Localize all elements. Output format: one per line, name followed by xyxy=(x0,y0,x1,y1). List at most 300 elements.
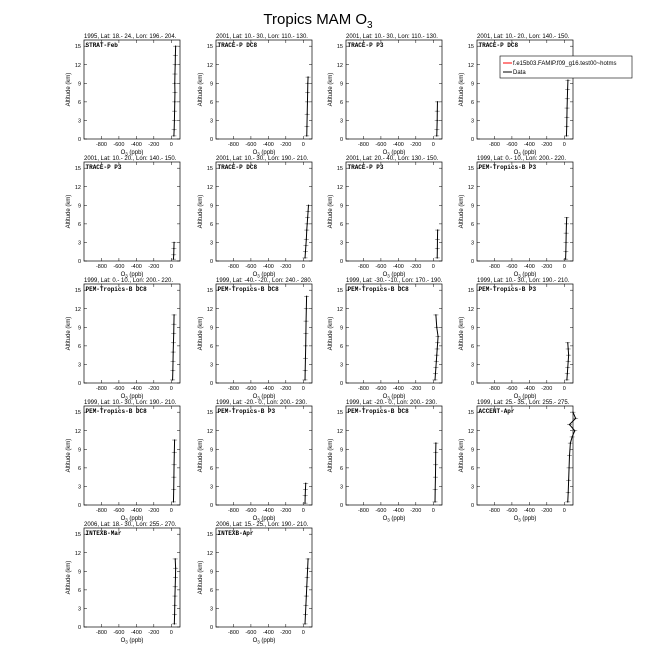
data-point xyxy=(304,379,305,380)
y-axis-label: Altitude (km) xyxy=(198,316,204,351)
x-tick-label: 0 xyxy=(562,386,566,392)
data-point xyxy=(174,595,175,596)
x-tick-label: -800 xyxy=(488,264,500,270)
x-tick-label: -600 xyxy=(245,264,257,270)
y-tick-label: 3 xyxy=(209,362,213,369)
x-tick-label: -200 xyxy=(410,264,422,270)
y-tick-label: 12 xyxy=(467,306,474,313)
x-tick-label: -600 xyxy=(375,508,387,514)
y-tick-label: 15 xyxy=(206,532,213,539)
data-point xyxy=(173,476,174,477)
data-point xyxy=(307,558,308,559)
data-point xyxy=(304,623,305,624)
data-point xyxy=(435,476,436,477)
x-tick-label: -600 xyxy=(506,142,518,148)
data-point xyxy=(306,126,307,127)
y-axis-label: Altitude (km) xyxy=(66,560,72,595)
data-point xyxy=(306,595,307,596)
data-point xyxy=(436,361,437,362)
data-point xyxy=(307,92,308,93)
data-point xyxy=(567,89,568,90)
data-point xyxy=(437,257,438,258)
legend xyxy=(500,56,632,78)
y-tick-label: 6 xyxy=(77,465,81,472)
data-point xyxy=(305,245,306,246)
campaign-label: ACCENT-Apr xyxy=(478,408,515,415)
data-point xyxy=(436,354,437,355)
x-tick-label: 0 xyxy=(169,142,173,148)
y-tick-label: 12 xyxy=(206,306,213,313)
panel-title: 2006, Lat: 18.- 30., Lon: 255.- 270. xyxy=(84,522,177,528)
y-tick-label: 0 xyxy=(209,259,213,265)
y-tick-label: 12 xyxy=(206,550,213,557)
y-axis-label: Altitude (km) xyxy=(459,316,465,351)
campaign-label: TRACE-P DC8 xyxy=(217,164,258,171)
data-point xyxy=(566,126,567,127)
panel-title: 1999, Lat: 10.- 30., Lon: 190.- 210. xyxy=(84,400,177,406)
data-point xyxy=(437,110,438,111)
y-tick-label: 12 xyxy=(206,428,213,435)
y-tick-label: 15 xyxy=(206,166,213,173)
y-tick-label: 3 xyxy=(470,484,474,491)
y-tick-label: 9 xyxy=(77,325,81,332)
campaign-label: TRACE-P DC8 xyxy=(478,42,519,49)
y-axis-label: Altitude (km) xyxy=(66,194,72,229)
data-point xyxy=(304,502,305,503)
x-tick-label: -400 xyxy=(130,386,142,392)
y-axis-label: Altitude (km) xyxy=(66,316,72,351)
y-axis-label: Altitude (km) xyxy=(198,438,204,473)
x-tick-label: 0 xyxy=(169,386,173,392)
panel-title: 1995, Lat: 18.- 24., Lon: 196.- 204. xyxy=(84,34,177,40)
x-tick-label: -600 xyxy=(245,508,257,514)
data-point xyxy=(306,229,307,230)
data-point xyxy=(571,436,572,437)
x-tick-label: -600 xyxy=(245,142,257,148)
x-tick-label: -400 xyxy=(262,630,274,636)
y-axis-label: Altitude (km) xyxy=(459,194,465,229)
x-tick-label: -800 xyxy=(488,142,500,148)
x-tick-label: -400 xyxy=(130,264,142,270)
data-point xyxy=(566,217,567,218)
panel-title: 1999, Lat: -30.- -10., Lon: 170.- 190. xyxy=(346,278,443,284)
y-tick-label: 3 xyxy=(339,118,343,125)
data-point xyxy=(566,135,567,136)
x-tick-label: -400 xyxy=(130,630,142,636)
y-axis-label: Altitude (km) xyxy=(459,438,465,473)
x-tick-label: 0 xyxy=(169,264,173,270)
campaign-label: TRACE-P P3 xyxy=(85,164,122,171)
y-tick-label: 12 xyxy=(467,428,474,435)
x-tick-label: 0 xyxy=(431,386,435,392)
panel-16 xyxy=(459,400,578,523)
data-point xyxy=(173,248,174,249)
data-point xyxy=(305,358,306,359)
data-point xyxy=(175,55,176,56)
data-point xyxy=(307,577,308,578)
y-tick-label: 15 xyxy=(467,288,474,295)
data-point xyxy=(175,577,176,578)
x-tick-label: -200 xyxy=(280,508,292,514)
data-point xyxy=(305,614,306,615)
x-tick-label: 0 xyxy=(431,142,435,148)
y-tick-label: 15 xyxy=(74,288,81,295)
x-tick-label: 0 xyxy=(301,142,305,148)
x-tick-label: -400 xyxy=(392,264,404,270)
x-tick-label: -800 xyxy=(95,508,107,514)
plot-frame xyxy=(216,162,312,261)
x-tick-label: -200 xyxy=(280,264,292,270)
data-point xyxy=(305,333,306,334)
data-point xyxy=(173,254,174,255)
data-point xyxy=(568,348,569,349)
y-tick-label: 3 xyxy=(339,484,343,491)
y-tick-label: 12 xyxy=(74,184,81,191)
campaign-label: PEM-Tropics-B P3 xyxy=(478,164,537,171)
y-tick-label: 9 xyxy=(209,203,213,210)
data-point xyxy=(566,223,567,224)
x-tick-label: -800 xyxy=(227,508,239,514)
x-tick-label: -800 xyxy=(95,264,107,270)
x-tick-label: -800 xyxy=(357,386,369,392)
data-point xyxy=(175,64,176,65)
plot-frame xyxy=(216,40,312,139)
data-point xyxy=(569,455,570,456)
y-tick-label: 15 xyxy=(206,288,213,295)
data-point xyxy=(306,308,307,309)
data-point xyxy=(568,467,569,468)
data-point xyxy=(306,586,307,587)
main-title-text: Tropics MAM O xyxy=(263,11,368,28)
data-point xyxy=(174,83,175,84)
y-tick-label: 15 xyxy=(206,44,213,51)
data-point xyxy=(305,605,306,606)
campaign-label: INTEXB-Mar xyxy=(85,530,122,537)
y-tick-label: 6 xyxy=(77,99,81,106)
panel-9 xyxy=(66,278,180,401)
data-point xyxy=(572,411,573,412)
y-tick-label: 0 xyxy=(339,259,343,265)
x-tick-label: -400 xyxy=(262,264,274,270)
x-tick-label: -200 xyxy=(148,508,160,514)
plot-frame xyxy=(346,162,442,261)
y-tick-label: 15 xyxy=(74,44,81,51)
data-point xyxy=(172,361,173,362)
y-tick-label: 6 xyxy=(470,221,474,228)
x-tick-label: 0 xyxy=(301,508,305,514)
x-tick-label: -400 xyxy=(523,386,535,392)
x-tick-label: -600 xyxy=(375,386,387,392)
panel-14 xyxy=(198,400,312,523)
x-tick-label: -400 xyxy=(523,264,535,270)
y-tick-label: 0 xyxy=(470,381,474,387)
y-tick-label: 9 xyxy=(339,81,343,88)
y-tick-label: 12 xyxy=(74,550,81,557)
panel-13 xyxy=(66,400,180,523)
data-point xyxy=(305,483,306,484)
data-point xyxy=(434,489,435,490)
x-tick-label: 0 xyxy=(301,386,305,392)
campaign-label: PEM-Tropics-B DC8 xyxy=(85,408,147,415)
x-tick-label: -800 xyxy=(227,142,239,148)
data-point xyxy=(174,92,175,93)
data-point xyxy=(174,120,175,121)
y-tick-label: 9 xyxy=(470,81,474,88)
data-point xyxy=(172,351,173,352)
y-tick-label: 6 xyxy=(209,587,213,594)
y-tick-label: 0 xyxy=(470,259,474,265)
plot-frame xyxy=(477,162,573,261)
data-profile-line xyxy=(174,46,176,136)
x-tick-label: -800 xyxy=(95,630,107,636)
x-axis-label: $O_3$ (ppb) xyxy=(120,150,144,157)
campaign-label: TRACE-P P3 xyxy=(347,42,384,49)
x-tick-label: -800 xyxy=(227,386,239,392)
y-tick-label: 0 xyxy=(77,503,81,509)
main-title xyxy=(263,11,373,31)
data-point xyxy=(174,605,175,606)
panel-8 xyxy=(459,156,573,279)
campaign-label: PEM-Tropics-B DC8 xyxy=(85,286,147,293)
data-point xyxy=(435,452,436,453)
data-point xyxy=(568,354,569,355)
data-point xyxy=(307,83,308,84)
data-point xyxy=(305,251,306,252)
x-tick-label: -200 xyxy=(410,508,422,514)
y-tick-label: 9 xyxy=(209,81,213,88)
y-tick-label: 3 xyxy=(77,484,81,491)
data-point xyxy=(174,452,175,453)
y-tick-label: 6 xyxy=(77,343,81,350)
data-point xyxy=(307,114,308,115)
x-axis-label: $O_3$ (ppb) xyxy=(120,638,144,645)
y-tick-label: 6 xyxy=(470,465,474,472)
panel-title: 2001, Lat: 10.- 30., Lon: 190.- 210. xyxy=(216,156,309,162)
x-tick-label: -800 xyxy=(488,508,500,514)
x-axis-label: $O_3$ (ppb) xyxy=(382,394,406,401)
y-tick-label: 9 xyxy=(77,203,81,210)
data-profile-line xyxy=(173,440,174,502)
y-tick-label: 9 xyxy=(209,447,213,454)
y-tick-label: 12 xyxy=(336,306,343,313)
y-tick-label: 6 xyxy=(77,587,81,594)
campaign-label: INTEXB-Apr xyxy=(217,530,254,537)
data-point xyxy=(174,101,175,102)
data-point xyxy=(307,76,308,77)
x-tick-label: -800 xyxy=(357,264,369,270)
y-tick-label: 6 xyxy=(339,343,343,350)
data-point xyxy=(173,333,174,334)
y-tick-label: 3 xyxy=(77,118,81,125)
panel-2 xyxy=(198,34,312,157)
x-axis-label: $O_3$ (ppb) xyxy=(513,150,537,157)
plot-frame xyxy=(84,284,180,383)
x-tick-label: -800 xyxy=(357,142,369,148)
y-tick-label: 6 xyxy=(209,99,213,106)
y-tick-label: 3 xyxy=(209,240,213,247)
data-profile-line xyxy=(437,102,438,136)
x-tick-label: 0 xyxy=(301,264,305,270)
y-tick-label: 0 xyxy=(209,381,213,387)
data-point xyxy=(174,614,175,615)
y-tick-label: 3 xyxy=(470,118,474,125)
data-point xyxy=(305,489,306,490)
data-point xyxy=(306,135,307,136)
panel-6 xyxy=(198,156,312,279)
x-tick-label: -200 xyxy=(148,142,160,148)
data-point xyxy=(436,135,437,136)
x-tick-label: -600 xyxy=(113,508,125,514)
data-point xyxy=(175,568,176,569)
x-axis-label: $O_3$ (ppb) xyxy=(120,394,144,401)
plot-frame xyxy=(477,40,573,139)
data-point xyxy=(566,379,567,380)
panel-title: 1999, Lat: 25.- 35., Lon: 255.- 275. xyxy=(477,400,570,406)
x-axis-label: $O_3$ (ppb) xyxy=(252,150,276,157)
x-tick-label: -600 xyxy=(506,508,518,514)
data-point xyxy=(567,80,568,81)
y-tick-label: 15 xyxy=(336,44,343,51)
y-tick-label: 12 xyxy=(467,62,474,69)
y-axis-label: Altitude (km) xyxy=(328,72,334,107)
x-tick-label: 0 xyxy=(169,630,173,636)
y-tick-label: 0 xyxy=(209,137,213,143)
x-tick-label: 0 xyxy=(562,264,566,270)
panel-18 xyxy=(198,522,312,645)
x-tick-label: -600 xyxy=(245,630,257,636)
x-tick-label: -400 xyxy=(392,508,404,514)
x-tick-label: -800 xyxy=(95,142,107,148)
data-point xyxy=(172,370,173,371)
data-point xyxy=(436,327,437,328)
y-tick-label: 9 xyxy=(77,81,81,88)
y-tick-label: 0 xyxy=(77,259,81,265)
x-tick-label: -200 xyxy=(280,630,292,636)
data-point xyxy=(174,110,175,111)
data-point xyxy=(175,558,176,559)
y-axis-label: Altitude (km) xyxy=(66,72,72,107)
y-tick-label: 3 xyxy=(77,606,81,613)
y-tick-label: 9 xyxy=(209,569,213,576)
data-point xyxy=(304,495,305,496)
panel-title: 2001, Lat: 20.- 40., Lon: 130.- 150. xyxy=(346,156,439,162)
y-tick-label: 15 xyxy=(74,532,81,539)
x-tick-label: -200 xyxy=(148,386,160,392)
data-point xyxy=(307,568,308,569)
data-profile-line xyxy=(568,412,576,502)
data-point xyxy=(568,480,569,481)
panel-title: 2006, Lat: 15.- 25., Lon: 190.- 210. xyxy=(216,522,309,528)
legend-label-data: Data xyxy=(513,70,526,76)
data-point xyxy=(567,373,568,374)
x-tick-label: -200 xyxy=(280,386,292,392)
data-point xyxy=(437,248,438,249)
data-profile-line xyxy=(173,242,174,259)
x-tick-label: -600 xyxy=(113,142,125,148)
x-tick-label: -200 xyxy=(541,142,553,148)
panel-15 xyxy=(328,400,442,523)
y-tick-label: 6 xyxy=(470,343,474,350)
data-point xyxy=(173,342,174,343)
data-point xyxy=(567,342,568,343)
panel-3 xyxy=(328,34,442,157)
x-tick-label: -200 xyxy=(148,630,160,636)
campaign-label: TRACE-P DC8 xyxy=(217,42,258,49)
panel-title: 1999, Lat: 0.- 10., Lon: 200.- 220. xyxy=(477,156,567,162)
plot-frame xyxy=(216,284,312,383)
y-tick-label: 6 xyxy=(339,221,343,228)
data-point xyxy=(306,239,307,240)
x-tick-label: -400 xyxy=(392,386,404,392)
x-axis-label: $O_3$ (ppb) xyxy=(252,516,276,523)
x-tick-label: -400 xyxy=(262,508,274,514)
panel-title: 2001, Lat: 10.- 30., Lon: 110.- 130. xyxy=(346,34,438,40)
data-point xyxy=(565,251,566,252)
y-tick-label: 0 xyxy=(339,137,343,143)
x-tick-label: -800 xyxy=(95,386,107,392)
y-tick-label: 0 xyxy=(77,381,81,387)
legend-label-model: f.e15b03.FAMIP.f09_g16.test00~hotms xyxy=(513,61,617,67)
y-tick-label: 3 xyxy=(470,240,474,247)
data-point xyxy=(173,464,174,465)
y-tick-label: 0 xyxy=(77,625,81,631)
campaign-label: PEM-Tropics-B P3 xyxy=(478,286,537,293)
data-point xyxy=(172,379,173,380)
y-tick-label: 12 xyxy=(74,428,81,435)
y-axis-label: Altitude (km) xyxy=(459,72,465,107)
x-tick-label: -800 xyxy=(227,264,239,270)
campaign-label: TRACE-P P3 xyxy=(347,164,384,171)
x-tick-label: -600 xyxy=(506,386,518,392)
y-tick-label: 12 xyxy=(206,184,213,191)
campaign-label: PEM-Tropics-B P3 xyxy=(217,408,276,415)
panel-title: 1999, Lat: 0.- 10., Lon: 200.- 220. xyxy=(84,278,174,284)
y-tick-label: 9 xyxy=(339,447,343,454)
x-axis-label: $O_3$ (ppb) xyxy=(382,272,406,279)
y-tick-label: 12 xyxy=(336,428,343,435)
x-tick-label: -400 xyxy=(262,142,274,148)
y-tick-label: 6 xyxy=(209,465,213,472)
data-point xyxy=(307,211,308,212)
y-tick-label: 6 xyxy=(339,99,343,106)
x-axis-label: $O_3$ (ppb) xyxy=(513,394,537,401)
x-tick-label: 0 xyxy=(431,264,435,270)
data-point xyxy=(434,379,435,380)
y-tick-label: 15 xyxy=(336,166,343,173)
y-tick-label: 3 xyxy=(209,606,213,613)
campaign-label: PEM-Tropics-B DC8 xyxy=(347,286,409,293)
x-tick-label: -400 xyxy=(130,508,142,514)
x-tick-label: -200 xyxy=(541,508,553,514)
data-profile-line xyxy=(435,315,438,380)
data-point xyxy=(437,101,438,102)
data-profile-line xyxy=(305,205,308,258)
panel-title: 1999, Lat: -20.- 0., Lon: 200.- 230. xyxy=(216,400,308,406)
y-tick-label: 9 xyxy=(339,203,343,210)
x-tick-label: -600 xyxy=(375,264,387,270)
x-tick-label: -400 xyxy=(523,508,535,514)
plot-frame xyxy=(477,284,573,383)
panel-7 xyxy=(328,156,442,279)
data-point xyxy=(435,373,436,374)
x-tick-label: -200 xyxy=(410,386,422,392)
y-tick-label: 9 xyxy=(470,325,474,332)
data-point xyxy=(565,258,566,259)
data-point xyxy=(566,107,567,108)
panel-10 xyxy=(198,278,313,401)
y-tick-label: 12 xyxy=(74,306,81,313)
panel-title: 2001, Lat: 10.- 20., Lon: 140.- 150. xyxy=(477,34,570,40)
